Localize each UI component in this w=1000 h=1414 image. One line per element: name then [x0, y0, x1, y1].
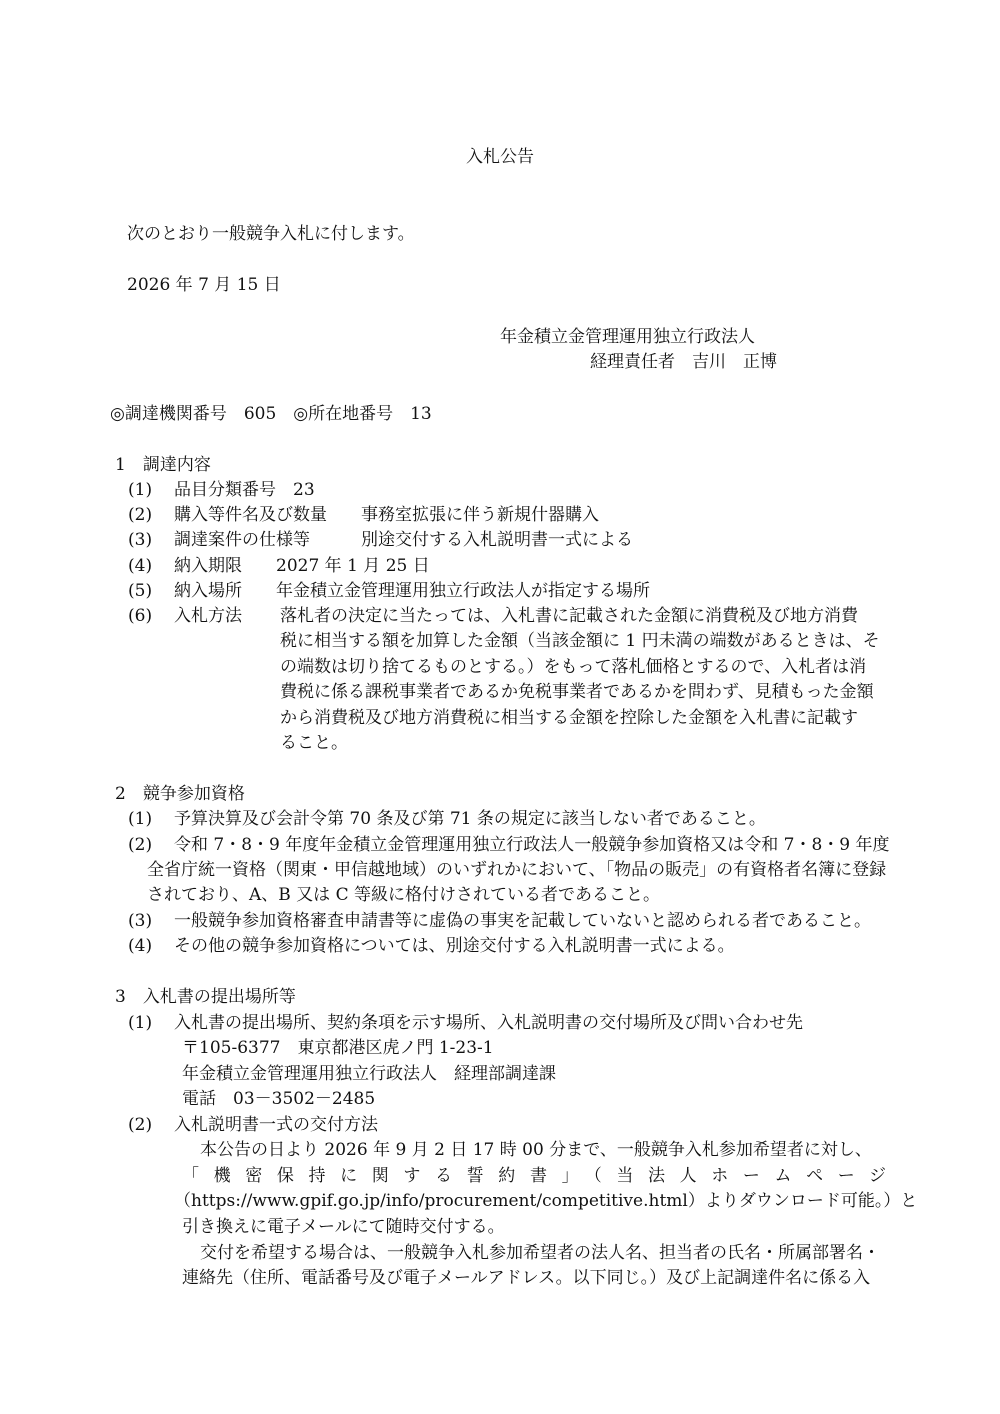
s2-item-3	[128, 909, 871, 933]
s3-item-2-line: 連絡先（住所、電話番号及び電子メールアドレス。以下同じ。）及び上記調達件名に係る入	[182, 1268, 871, 1288]
item-text: その他の競争参加資格については、別途交付する入札説明書一式による。	[174, 936, 735, 956]
item-label: 入札方法	[174, 606, 242, 626]
s3-item-2-line: 「機密保持に関する誓約書」（当法人ホームページ	[182, 1166, 892, 1186]
item-number: (6)	[128, 606, 153, 626]
s3-item-1	[128, 1011, 803, 1035]
item-text: 購入等件名及び数量 事務室拡張に伴う新規什器購入	[174, 505, 599, 525]
s3-item-2-line: 交付を希望する場合は、一般競争入札参加希望者の法人名、担当者の氏名・所属部署名・	[200, 1243, 880, 1263]
s1-item-6-line: 費税に係る課税事業者であるか免税事業者であるかを問わず、見積もった金額	[280, 682, 874, 702]
s1-item-2	[128, 503, 599, 527]
s1-item-3	[128, 528, 633, 552]
codes-line: ◎調達機関番号 605 ◎所在地番号 13	[110, 404, 432, 424]
item-number: (2)	[128, 505, 153, 525]
s1-item-5	[128, 579, 650, 603]
s3-item-2	[128, 1113, 378, 1137]
item-text: 調達案件の仕様等 別途交付する入札説明書一式による	[174, 530, 633, 550]
item-number: (3)	[128, 911, 153, 931]
item-number: (5)	[128, 581, 153, 601]
s1-item-6-line: ること。	[280, 733, 348, 753]
issuer-org: 年金積立金管理運用独立行政法人	[500, 327, 755, 347]
section-3-heading: 3 入札書の提出場所等	[115, 987, 296, 1007]
item-text: 一般競争参加資格審査申請書等に虚偽の事実を記載していないと認められる者であること。	[174, 911, 871, 931]
s1-item-1	[128, 478, 315, 502]
item-number: (3)	[128, 530, 153, 550]
contact-phone: 電話 03－3502－2485	[182, 1089, 376, 1109]
s3-item-2-line: 本公告の日より 2026 年 9 月 2 日 17 時 00 分まで、一般競争入札参加希望者に対し、	[200, 1140, 872, 1160]
s2-item-1	[128, 807, 766, 831]
item-text: 令和 7・8・9 年度年金積立金管理運用独立行政法人一般競争参加資格又は令和 7・8・9 年度	[174, 835, 890, 855]
section-1-heading: 1 調達内容	[115, 455, 211, 475]
s1-item-6-line: 税に相当する額を加算した金額（当該金額に 1 円未満の端数があるときは、そ	[280, 631, 880, 651]
item-text: 入札書の提出場所、契約条項を示す場所、入札説明書の交付場所及び問い合わせ先	[174, 1013, 803, 1033]
item-number: (2)	[128, 1115, 153, 1135]
item-text: 予算決算及び会計令第 70 条及び第 71 条の規定に該当しない者であること。	[174, 809, 766, 829]
section-2-heading: 2 競争参加資格	[115, 784, 245, 804]
s2-item-2	[128, 833, 890, 857]
s2-item-2-line: 全省庁統一資格（関東・甲信越地域）のいずれかにおいて、「物品の販売」の有資格者名簿に登録	[147, 860, 887, 880]
contact-address: 〒105-6377 東京都港区虎ノ門 1-23-1	[182, 1038, 494, 1058]
item-number: (1)	[128, 809, 153, 829]
s2-item-4	[128, 934, 735, 958]
item-number: (4)	[128, 556, 153, 576]
item-number: (2)	[128, 835, 153, 855]
s1-item-6	[128, 604, 242, 628]
notice-date: 2026 年 7 月 15 日	[127, 275, 281, 295]
item-number: (4)	[128, 936, 153, 956]
page-title: 入札公告	[466, 147, 534, 167]
item-text: 納入場所 年金積立金管理運用独立行政法人が指定する場所	[174, 581, 650, 601]
s1-item-6-line: から消費税及び地方消費税に相当する金額を控除した金額を入札書に記載す	[280, 708, 858, 728]
item-number: (1)	[128, 480, 153, 500]
s1-item-4	[128, 554, 430, 578]
s3-item-2-url-line: （https://www.gpif.go.jp/info/procurement/competitive.html）よりダウンロード可能。）と	[174, 1191, 918, 1211]
s2-item-2-line: されており、A、B 又は C 等級に格付けされている者であること。	[147, 885, 660, 905]
s1-item-6-line: 落札者の決定に当たっては、入札書に記載された金額に消費税及び地方消費	[280, 606, 858, 626]
item-number: (1)	[128, 1013, 153, 1033]
s1-item-6-line: の端数は切り捨てるものとする。）をもって落札価格とするので、入札者は消	[280, 657, 867, 677]
issuer-officer: 経理責任者 吉川 正博	[590, 352, 777, 372]
s3-item-2-line: 引き換えに電子メールにて随時交付する。	[182, 1217, 505, 1237]
item-text: 品目分類番号 23	[174, 480, 315, 500]
item-text: 入札説明書一式の交付方法	[174, 1115, 378, 1135]
item-text: 納入期限 2027 年 1 月 25 日	[174, 556, 430, 576]
intro-text: 次のとおり一般競争入札に付します。	[127, 224, 415, 244]
contact-department: 年金積立金管理運用独立行政法人 経理部調達課	[182, 1064, 556, 1084]
